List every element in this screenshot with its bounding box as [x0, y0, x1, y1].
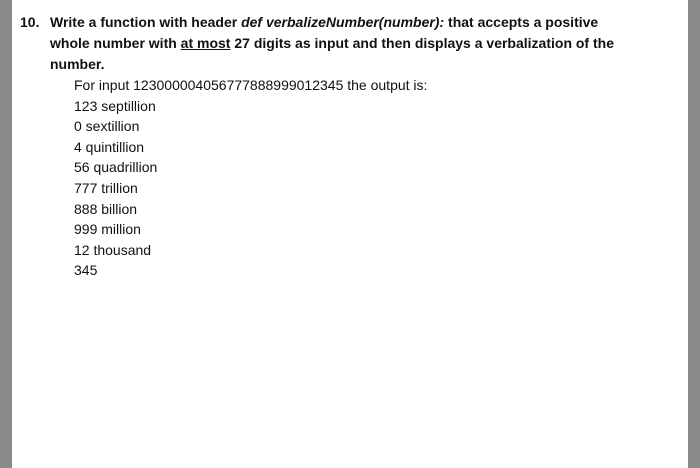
left-border: [0, 0, 12, 468]
document-page: [12, 0, 688, 468]
output-line: 4 quintillion: [74, 138, 145, 155]
example-block: [74, 75, 634, 281]
output-line: 123 septillion: [74, 97, 156, 114]
example-intro: For input 123000004056777888999012345 the output is:: [74, 77, 428, 93]
right-border: [688, 0, 700, 468]
question-text: [20, 12, 625, 75]
question-part-1: Write a function with header: [50, 14, 242, 30]
function-header: def verbalizeNumber(number):: [241, 14, 445, 30]
output-line: 12 thousand: [74, 241, 152, 258]
emphasis-at-most: at most: [180, 35, 231, 51]
output-line: 56 quadrillion: [74, 159, 158, 176]
output-line: 345: [74, 262, 98, 279]
output-line: 0 sextillion: [74, 118, 140, 135]
question-number: 10.: [20, 14, 40, 30]
question-part-3: 27 digits as input and then displays a verbalization of the number.: [50, 35, 614, 72]
question-part-2: that accepts a positive whole number with: [50, 14, 599, 51]
output-line: 888 billion: [74, 200, 138, 217]
output-line: 777 trillion: [74, 179, 138, 196]
output-line: 999 million: [74, 221, 141, 238]
